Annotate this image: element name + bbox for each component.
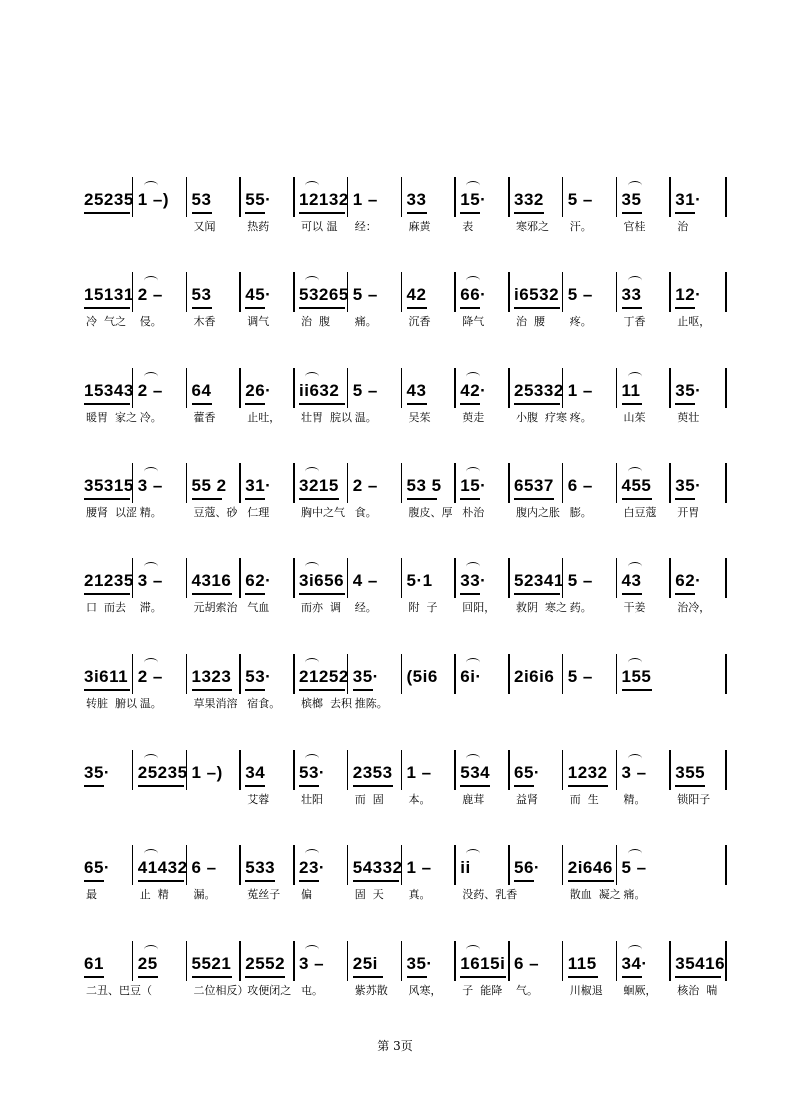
lyric-text: 小腹 疗寒 <box>516 411 567 424</box>
note-group: 62· <box>245 571 272 590</box>
note-group: 35416 <box>675 954 726 973</box>
lyric-text: 回阳， <box>462 601 496 614</box>
note-group: 55· <box>245 190 272 209</box>
note-group: 332 <box>514 190 544 209</box>
lyric-text: 草果消溶 <box>193 697 238 710</box>
lyric-text: 侵。 <box>139 315 162 328</box>
note-group: 55 2 <box>191 476 227 495</box>
lyric-text: 沉香 <box>408 315 431 328</box>
note-group: 2 – <box>137 381 163 400</box>
note-group: 1 – <box>567 381 593 400</box>
note-group: 3i611 <box>84 667 129 686</box>
lyric-text: 疼。 <box>569 315 592 328</box>
lyric-text: 腹皮、厚 <box>408 506 453 519</box>
lyric-text: 而 生 <box>569 793 599 806</box>
lyric-text: 降气 <box>462 315 485 328</box>
note-group: 11 <box>621 381 641 400</box>
note-group: 5 – <box>567 285 593 304</box>
lyric-row <box>82 694 727 714</box>
note-group: 533 <box>245 858 276 877</box>
score-line <box>82 374 727 454</box>
lyric-text: 推陈。 <box>354 697 388 710</box>
lyric-text: 经。 <box>354 601 377 614</box>
lyric-text: 转脏 腑以 <box>86 697 137 710</box>
lyric-text: 口 而去 <box>86 601 126 614</box>
notation-row <box>82 756 727 790</box>
lyric-row <box>82 503 727 523</box>
lyric-text: 山茱 <box>623 411 646 424</box>
lyric-text: 川椒退 <box>569 984 603 997</box>
lyric-text: 真。 <box>408 888 431 901</box>
note-group: 35· <box>675 381 702 400</box>
lyric-text: 白豆蔻 <box>623 506 657 519</box>
note-group: 65· <box>514 763 541 782</box>
note-group: 2552 <box>245 954 286 973</box>
note-group: 1 –) <box>137 190 170 209</box>
lyric-text: 经： <box>354 220 377 233</box>
note-group: 2 – <box>352 476 378 495</box>
note-group: 1 –) <box>191 763 223 782</box>
note-group: 3 – <box>299 954 325 973</box>
lyric-text: 元胡索治 <box>193 601 238 614</box>
lyric-text: 附 子 <box>408 601 438 614</box>
lyric-text: 食。 <box>354 506 377 519</box>
lyric-row <box>82 217 727 237</box>
note-group: 23· <box>299 858 326 877</box>
note-group: 3215 <box>299 476 339 495</box>
note-group: 35315 <box>84 476 134 495</box>
lyric-text: 豆蔻、砂 <box>193 506 238 519</box>
lyric-row <box>82 981 727 1001</box>
lyric-text: 膨。 <box>569 506 592 519</box>
note-group: 155 <box>621 667 652 686</box>
lyric-text: 胸中之气 <box>301 506 345 519</box>
note-group: 35· <box>406 954 433 973</box>
score-line <box>82 183 727 263</box>
note-group: 115 <box>567 954 597 973</box>
lyric-text: 精。 <box>623 793 646 806</box>
note-group: 64 <box>191 381 212 400</box>
note-group: 15131 <box>84 285 134 304</box>
score-line <box>82 947 727 1027</box>
note-group: 35· <box>675 476 702 495</box>
lyric-text: 而 固 <box>354 793 384 806</box>
lyric-text: 吴茱 <box>408 411 431 424</box>
page-number: 第 3页 <box>377 1039 413 1053</box>
note-group: 21252 <box>299 667 349 686</box>
lyric-text: 二位相反） <box>193 984 249 997</box>
lyric-text: 表 <box>462 220 474 233</box>
note-group: 15· <box>460 476 487 495</box>
lyric-text: 风寒， <box>408 984 442 997</box>
lyric-text: 止 精 <box>139 888 169 901</box>
note-group: 33· <box>460 571 487 590</box>
lyric-row <box>82 598 727 618</box>
note-group: 6i· <box>460 667 482 686</box>
notation-row <box>82 183 727 217</box>
lyric-text: 丁香 <box>623 315 646 328</box>
lyric-text: 干姜 <box>623 601 646 614</box>
note-group: 6 – <box>567 476 593 495</box>
note-group: 53265 <box>299 285 349 304</box>
note-group: 33 <box>621 285 642 304</box>
lyric-text: 冷。 <box>139 411 162 424</box>
lyric-text: 木香 <box>193 315 216 328</box>
note-group: 53 5 <box>406 476 442 495</box>
note-group: i6532 <box>514 285 560 304</box>
lyric-text: 艾蓉 <box>247 793 270 806</box>
lyric-text: 偏 <box>301 888 312 901</box>
lyric-text: 汗。 <box>569 220 592 233</box>
note-group: 5521 <box>191 954 232 973</box>
lyric-text: 官桂 <box>623 220 646 233</box>
lyric-text: 萸走 <box>462 411 485 424</box>
note-group: 5 – <box>352 381 378 400</box>
score-line <box>82 756 727 836</box>
note-group: 62· <box>675 571 702 590</box>
note-group: 3 – <box>621 763 647 782</box>
note-group: 3 – <box>137 571 163 590</box>
lyric-text: 藿香 <box>193 411 216 424</box>
lyric-text: 精。 <box>139 506 162 519</box>
score-line <box>82 564 727 644</box>
lyric-text: 腰肾 以涩 <box>86 506 137 519</box>
note-group: ii632 <box>299 381 340 400</box>
note-group: 53· <box>299 763 326 782</box>
note-group: 455 <box>621 476 652 495</box>
lyric-text: 温。 <box>139 697 162 710</box>
lyric-text: 寒邪之 <box>516 220 549 233</box>
note-group: 42· <box>460 381 487 400</box>
lyric-text: 壮胃 脘以 <box>301 411 352 424</box>
note-group: 3 – <box>137 476 163 495</box>
notation-row <box>82 564 727 598</box>
note-group: 25235 <box>137 763 188 782</box>
note-group: 61 <box>84 954 104 973</box>
lyric-row <box>82 885 727 905</box>
lyric-text: 核治 喘 <box>677 984 718 997</box>
lyric-text: 调气 <box>247 315 270 328</box>
note-group: 2 – <box>137 667 163 686</box>
note-group: ii <box>460 858 471 877</box>
note-group: 534 <box>460 763 491 782</box>
lyric-text: 腹内之胀 <box>516 506 560 519</box>
note-group: 15343 <box>84 381 134 400</box>
note-group: 26· <box>245 381 272 400</box>
lyric-text: 气血 <box>247 601 270 614</box>
note-group: 6537 <box>514 476 554 495</box>
lyric-text: 子 能降 <box>462 984 503 997</box>
note-group: 42 <box>406 285 427 304</box>
lyric-text: 治 <box>677 220 689 233</box>
lyric-text: 蛔厥， <box>623 984 657 997</box>
note-group: 54332 <box>352 858 403 877</box>
note-group: 2353 <box>352 763 393 782</box>
notation-row <box>82 374 727 408</box>
lyric-row <box>82 408 727 428</box>
lyric-text: 冷 气之 <box>86 315 126 328</box>
note-group: 5 – <box>567 571 593 590</box>
note-group: 2i6i6 <box>514 667 555 686</box>
notation-row <box>82 947 727 981</box>
note-group: 2i646 <box>567 858 613 877</box>
lyric-text: 朴治 <box>462 506 485 519</box>
note-group: 5 – <box>567 667 593 686</box>
note-group: 3i656 <box>299 571 345 590</box>
note-group: 1615i <box>460 954 506 973</box>
score-line <box>82 278 727 358</box>
note-group: 25i <box>352 954 378 973</box>
note-group: 1232 <box>567 763 608 782</box>
note-group: 4 – <box>352 571 378 590</box>
note-group: 15· <box>460 190 487 209</box>
lyric-text: 痛。 <box>623 888 646 901</box>
lyric-text: 攻便闭之 <box>247 984 292 997</box>
lyric-text: 暖胃 家之 <box>86 411 137 424</box>
note-group: 43 <box>621 571 642 590</box>
lyric-text: 固 天 <box>354 888 384 901</box>
note-group: 12· <box>675 285 702 304</box>
lyric-text: 开胃 <box>677 506 700 519</box>
score-line <box>82 660 727 740</box>
lyric-text: 又闻 <box>193 220 216 233</box>
notation-row <box>82 469 727 503</box>
note-group: 25235 <box>84 190 134 209</box>
note-group: 31· <box>675 190 702 209</box>
lyric-text: 仁理 <box>247 506 270 519</box>
note-group: 1 – <box>352 190 378 209</box>
note-group: 41432 <box>137 858 188 877</box>
lyric-text: 疼。 <box>569 411 592 424</box>
note-group: 5·1 <box>406 571 433 590</box>
note-group: 53 <box>191 190 212 209</box>
lyric-text: 宿食。 <box>247 697 281 710</box>
lyric-text: 萸壮 <box>677 411 700 424</box>
note-group: 35 <box>621 190 642 209</box>
score-line <box>82 469 727 549</box>
lyric-text: 最 <box>86 888 97 901</box>
note-group: 35· <box>352 667 379 686</box>
note-group: 5 – <box>352 285 378 304</box>
lyric-text: 治 腰 <box>516 315 545 328</box>
lyric-text: 热药 <box>247 220 270 233</box>
note-group: 355 <box>675 763 706 782</box>
note-group: 53· <box>245 667 272 686</box>
lyric-text: 救阴 寒之 <box>516 601 567 614</box>
note-group: 6 – <box>514 954 540 973</box>
note-group: 1323 <box>191 667 232 686</box>
notation-row <box>82 278 727 312</box>
lyric-text: 壮阳 <box>301 793 323 806</box>
notation-row <box>82 660 727 694</box>
note-group: 25332 <box>514 381 564 400</box>
note-group: 43 <box>406 381 427 400</box>
lyric-row <box>82 312 727 332</box>
note-group: 34· <box>621 954 648 973</box>
lyric-text: 治 腹 <box>301 315 330 328</box>
lyric-text: 槟榔 去积 <box>301 697 352 710</box>
note-group: 5 – <box>567 190 593 209</box>
lyric-text: 鹿茸 <box>462 793 485 806</box>
note-group: 6 – <box>191 858 217 877</box>
lyric-text: 本。 <box>408 793 431 806</box>
lyric-text: 可以 温 <box>301 220 338 233</box>
lyric-text: 锁阳子 <box>677 793 711 806</box>
lyric-text: 菟丝子 <box>247 888 281 901</box>
note-group: 2 – <box>137 285 163 304</box>
lyric-text: 二丑、巴豆（ <box>86 984 152 997</box>
note-group: 65· <box>84 858 111 877</box>
lyric-text: 痛。 <box>354 315 377 328</box>
note-group: 1 – <box>406 858 432 877</box>
lyric-row <box>82 790 727 810</box>
note-group: 34 <box>245 763 266 782</box>
note-group: 25 <box>137 954 158 973</box>
note-group: 35· <box>84 763 111 782</box>
notation-row <box>82 851 727 885</box>
lyric-text: 没药、乳香 <box>462 888 518 901</box>
note-group: 53 <box>191 285 212 304</box>
lyric-text: 漏。 <box>193 888 216 901</box>
note-group: 52341 <box>514 571 564 590</box>
lyric-text: 滞。 <box>139 601 162 614</box>
note-group: 5 – <box>621 858 647 877</box>
score-line <box>82 851 727 931</box>
note-group: 1 – <box>406 763 432 782</box>
note-group: 12132 <box>299 190 349 209</box>
lyric-text: 药。 <box>569 601 592 614</box>
lyric-text: 紫苏散 <box>354 984 388 997</box>
lyric-text: 屯。 <box>301 984 323 997</box>
lyric-text: 气。 <box>516 984 538 997</box>
lyric-text: 益肾 <box>516 793 538 806</box>
note-group: 21235 <box>84 571 134 590</box>
note-group: (5i6 <box>406 667 438 686</box>
note-group: 56· <box>514 858 541 877</box>
lyric-text: 而亦 调 <box>301 601 341 614</box>
note-group: 45· <box>245 285 272 304</box>
note-group: 4316 <box>191 571 232 590</box>
lyric-text: 治冷， <box>677 601 711 614</box>
lyric-text: 温。 <box>354 411 377 424</box>
note-group: 66· <box>460 285 487 304</box>
lyric-text: 止呕， <box>677 315 711 328</box>
lyric-text: 止吐， <box>247 411 281 424</box>
note-group: 33 <box>406 190 427 209</box>
lyric-text: 散血 凝之 <box>569 888 621 901</box>
lyric-text: 麻黄 <box>408 220 431 233</box>
note-group: 31· <box>245 476 272 495</box>
